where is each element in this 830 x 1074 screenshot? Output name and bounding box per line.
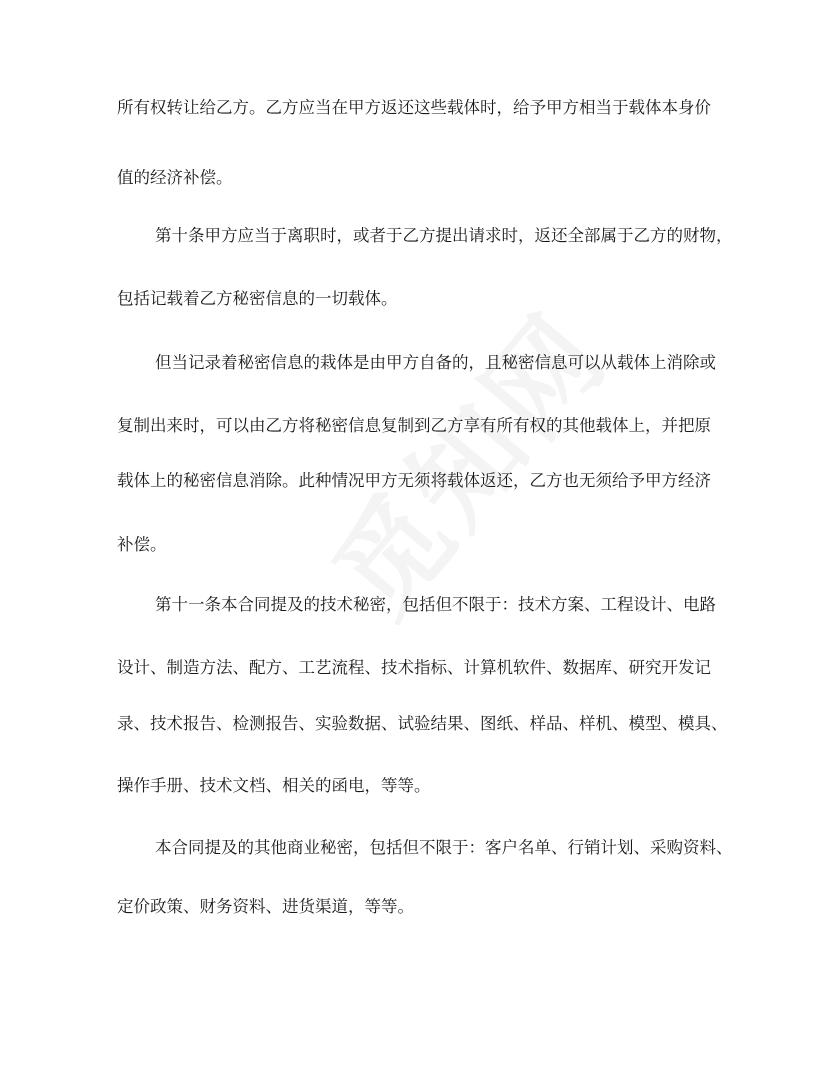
- text-line: 包括记载着乙方秘密信息的一切载体。: [117, 289, 398, 308]
- text-line: 补偿。: [117, 535, 167, 554]
- text-line: 设计、制造方法、配方、工艺流程、技术指标、计算机软件、数据库、研究开发记: [117, 658, 711, 677]
- text-line: 载体上的秘密信息消除。此种情况甲方无须将载体返还，乙方也无须给予甲方经济: [117, 471, 711, 490]
- text-line: 所有权转让给乙方。乙方应当在甲方返还这些载体时，给予甲方相当于载体本身价: [117, 98, 711, 117]
- text-line: 操作手册、技术文档、相关的函电，等等。: [117, 776, 431, 795]
- watermark: [292, 275, 637, 643]
- text-line: 值的经济补偿。: [117, 168, 233, 187]
- paragraph-start-article-10: 第十条甲方应当于离职时，或者于乙方提出请求时，返还全部属于乙方的财物，: [155, 226, 733, 245]
- text-line: 定价政策、财务资料、进货渠道，等等。: [117, 897, 414, 916]
- paragraph-start: 但当记录着秘密信息的栽体是由甲方自备的，且秘密信息可以从载体上消除或: [155, 353, 716, 372]
- text-line: 复制出来时，可以由乙方将秘密信息复制到乙方享有所有权的其他载体上，并把原: [117, 416, 711, 435]
- paragraph-start: 本合同提及的其他商业秘密，包括但不限于：客户名单、行销计划、采购资料、: [155, 838, 733, 857]
- paragraph-start-article-11: 第十一条本合同提及的技术秘密，包括但不限于：技术方案、工程设计、电路: [155, 595, 716, 614]
- text-line: 录、技术报告、检测报告、实验数据、试验结果、图纸、样品、样机、模型、模具、: [117, 714, 728, 733]
